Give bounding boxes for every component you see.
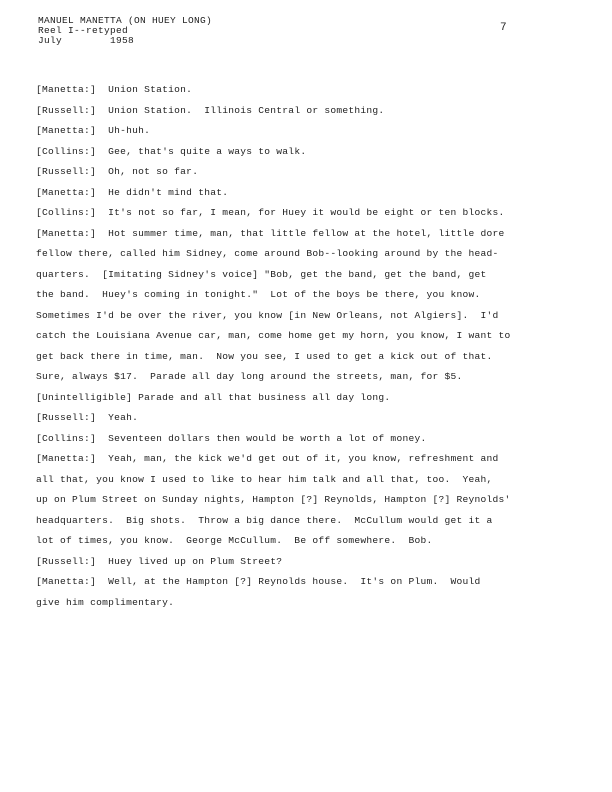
- transcript-line: Yeah.: [108, 412, 139, 423]
- transcript-line: It's not so far, I mean, for Huey it would be eight or ten blocks.: [108, 207, 505, 218]
- document-header: [38, 16, 212, 46]
- transcript-line: Sometimes I'd be over the river, you know [in New Orleans, not Algiers]. I'd: [36, 309, 499, 321]
- speaker-label: [Collins:]: [36, 145, 97, 157]
- transcript-line: quarters. [Imitating Sidney's voice] "Bob, get the band, get the band, get: [36, 268, 487, 280]
- header-reel: Reel I--retyped: [38, 25, 129, 36]
- transcript-entry: [36, 408, 576, 429]
- transcript-entry: [36, 224, 576, 409]
- transcript-line: Huey lived up on Plum Street?: [108, 555, 283, 567]
- speaker-label: [Collins:]: [36, 207, 97, 218]
- transcript-line: Yeah, man, the kick we'd get out of it, you know, refreshment and: [108, 453, 499, 464]
- transcript-line: Union Station.: [108, 84, 193, 95]
- transcript-line: Seventeen dollars then would be worth a lot of money.: [108, 432, 427, 444]
- transcript-entry: [36, 121, 576, 142]
- speaker-label: [Manetta:]: [36, 453, 97, 464]
- speaker-label: [Manetta:]: [36, 125, 97, 136]
- transcript-entry: [36, 183, 576, 204]
- speaker-label: [Russell:]: [36, 555, 97, 567]
- transcript-line: Union Station. Illinois Central or something.: [108, 104, 385, 116]
- transcript-line: headquarters. Big shots. Throw a big dance there. McCullum would get it a: [36, 514, 493, 526]
- transcript-line: fellow there, called him Sidney, come around Bob--looking around by the head-: [36, 248, 499, 259]
- transcript-entry: [36, 429, 576, 450]
- header-title: MANUEL MANETTA (ON HUEY LONG): [38, 15, 213, 26]
- transcript-line: Sure, always $17. Parade all day long around the streets, man, for $5.: [36, 371, 463, 382]
- page-number: 7: [500, 22, 507, 34]
- transcript-entry: [36, 142, 576, 163]
- transcript-body: [36, 80, 576, 613]
- transcript-line: Gee, that's quite a ways to walk.: [108, 145, 307, 157]
- transcript-entry: [36, 552, 576, 573]
- transcript-entry: [36, 572, 576, 613]
- speaker-label: [Manetta:]: [36, 186, 97, 198]
- transcript-entry: [36, 101, 576, 122]
- transcript-line: get back there in time, man. Now you see, I used to get a kick out of that.: [36, 350, 493, 362]
- transcript-line: all that, you know I used to like to hear him talk and all that, too. Yeah,: [36, 473, 493, 485]
- header-date-year: 1958: [110, 35, 135, 46]
- transcript-line: Uh-huh.: [108, 125, 151, 136]
- transcript-line: Hot summer time, man, that little fellow at the hotel, little dore: [108, 227, 505, 239]
- header-date: [38, 36, 212, 46]
- transcript-entry: [36, 203, 576, 224]
- speaker-label: [Manetta:]: [36, 227, 97, 239]
- speaker-label: [Russell:]: [36, 166, 97, 177]
- transcript-line: catch the Louisiana Avenue car, man, come home get my horn, you know, I want to: [36, 330, 511, 341]
- transcript-entry: [36, 449, 576, 552]
- speaker-label: [Collins:]: [36, 432, 97, 444]
- speaker-label: [Manetta:]: [36, 576, 97, 587]
- transcript-line: lot of times, you know. George McCullum. Be off somewhere. Bob.: [36, 535, 433, 546]
- transcript-line: He didn't mind that.: [108, 186, 229, 198]
- transcript-line: Oh, not so far.: [108, 166, 199, 177]
- transcript-line: [Unintelligible] Parade and all that business all day long.: [36, 391, 391, 403]
- transcript-line: give him complimentary.: [36, 596, 175, 608]
- transcript-line: Well, at the Hampton [?] Reynolds house. It's on Plum. Would: [108, 576, 481, 587]
- transcript-line: the band. Huey's coming in tonight." Lot of the boys be there, you know.: [36, 289, 481, 300]
- speaker-label: [Manetta:]: [36, 84, 97, 95]
- header-date-month: July: [38, 35, 63, 46]
- transcript-entry: [36, 80, 576, 101]
- transcript-line: up on Plum Street on Sunday nights, Hampton [?] Reynolds, Hampton [?] Reynolds': [36, 494, 511, 505]
- speaker-label: [Russell:]: [36, 412, 97, 423]
- speaker-label: [Russell:]: [36, 104, 97, 116]
- transcript-entry: [36, 162, 576, 183]
